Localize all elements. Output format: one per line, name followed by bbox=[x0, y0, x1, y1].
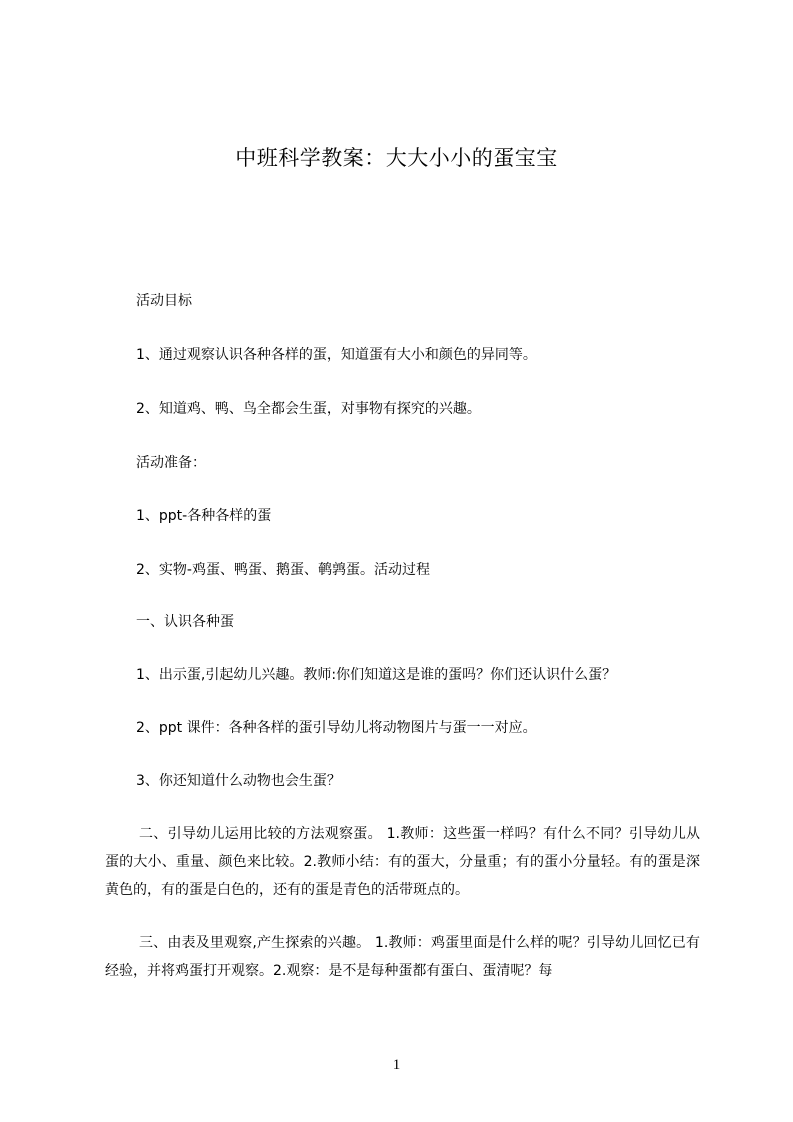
step-1-item-2: 2、ppt 课件：各种各样的蛋引导幼儿将动物图片与蛋一一对应。 bbox=[136, 720, 537, 736]
preparation-item-1: 1、ppt-各种各样的蛋 bbox=[136, 508, 272, 524]
page-number: 1 bbox=[392, 1057, 401, 1073]
step-1-item-3: 3、你还知道什么动物也会生蛋？ bbox=[136, 773, 341, 789]
section-heading-step-1: 一、认识各种蛋 bbox=[136, 614, 234, 630]
paragraph-step-3: 三、由表及里观察,产生探索的兴趣。 1.教师：鸡蛋里面是什么样的呢？引导幼儿回忆已有经验，并将鸡蛋打开观察。2.观察：是不是每种蛋都有蛋白、蛋清呢？每 bbox=[105, 935, 700, 979]
paragraph-step-2: 二、引导幼儿运用比较的方法观察蛋。 1.教师：这些蛋一样吗？有什么不同？引导幼儿从蛋的大小、重量、颜色来比较。2.教师小结：有的蛋大，分量重；有的蛋小分量轻。有的蛋是深黄色的，有的蛋是白色的，还有的蛋是青色的活带斑点的。 bbox=[105, 826, 700, 898]
preparation-item-2: 2、实物-鸡蛋、鸭蛋、鹅蛋、鹌鹑蛋。活动过程 bbox=[136, 562, 430, 578]
document-title: 中班科学教案：大大小小的蛋宝宝 bbox=[235, 146, 558, 170]
section-heading-goals: 活动目标 bbox=[136, 293, 192, 309]
section-heading-preparation: 活动准备： bbox=[136, 455, 206, 471]
goal-item-1: 1、通过观察认识各种各样的蛋，知道蛋有大小和颜色的异同等。 bbox=[136, 347, 537, 363]
step-1-item-1: 1、出示蛋,引起幼儿兴趣。教师:你们知道这是谁的蛋吗？你们还认识什么蛋？ bbox=[136, 667, 617, 683]
goal-item-2: 2、知道鸡、鸭、鸟全都会生蛋，对事物有探究的兴趣。 bbox=[136, 401, 481, 417]
